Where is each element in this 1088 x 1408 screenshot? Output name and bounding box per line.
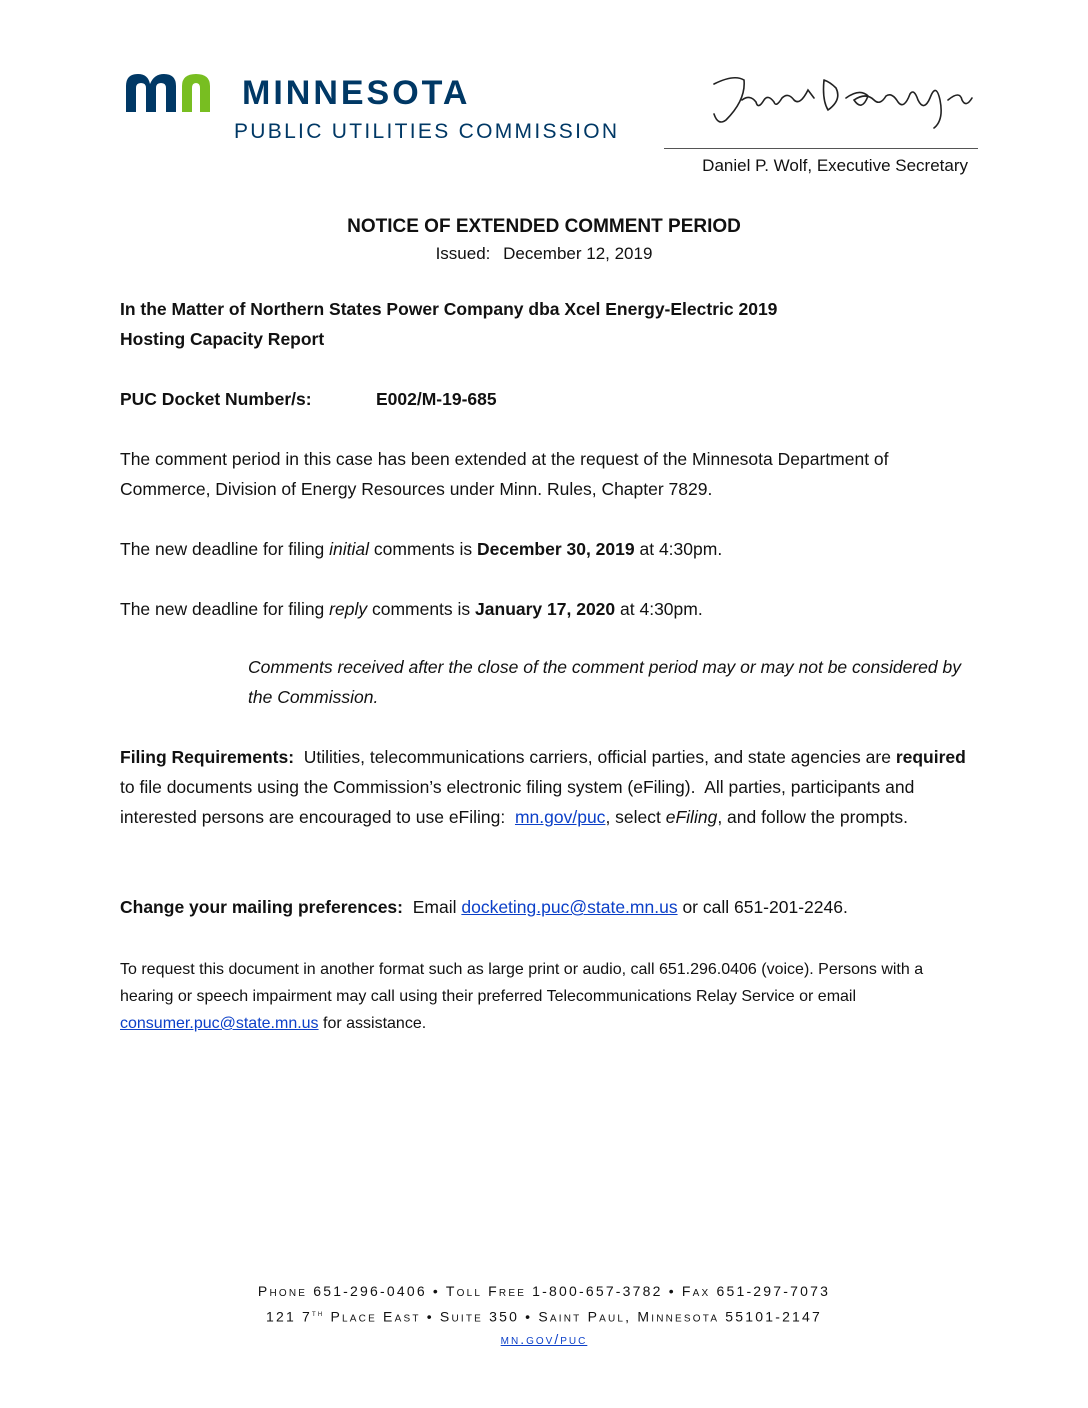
text-span: th xyxy=(312,1308,325,1318)
signer-name: Daniel P. Wolf, Executive Secretary xyxy=(702,156,968,175)
text-span: , select xyxy=(605,807,666,827)
consumer-email-link[interactable]: consumer.puc@state.mn.us xyxy=(120,1015,319,1032)
text-span: comments is xyxy=(369,539,477,559)
mn-logo-icon xyxy=(124,72,220,112)
filing-label: Filing Requirements: xyxy=(120,747,295,767)
extension-paragraph: The comment period in this case has been extended at the request of the Minnesota Department of Commerce, Division of Energy Resources under Minn. Rules, Chapter 7829. xyxy=(120,449,889,499)
puc-website-link[interactable]: mn.gov/puc xyxy=(514,807,606,827)
footer-address-line xyxy=(0,1302,1088,1328)
deadline-kind: reply xyxy=(329,599,368,619)
logo-title: MINNESOTA xyxy=(242,74,471,112)
text-span: The new deadline for filing xyxy=(120,539,330,559)
accessibility-paragraph xyxy=(120,956,980,1037)
page-footer xyxy=(0,1280,1088,1350)
text-span: or call 651-201-2246. xyxy=(677,897,848,917)
deadline-date: January 17, 2020 xyxy=(475,599,616,619)
text-span: , and follow the prompts. xyxy=(717,807,908,827)
text-span: Place East • Suite 350 • Saint Paul, Minnesota 55101-2147 xyxy=(324,1308,823,1325)
mailing-label: Change your mailing preferences: xyxy=(120,897,403,917)
commission-logo xyxy=(124,70,644,150)
matter-heading xyxy=(120,294,980,354)
logo-subtitle: PUBLIC UTILITIES COMMISSION xyxy=(234,120,620,143)
text-span: Utilities, telecommunications carriers, official parties, and state agencies are xyxy=(294,747,896,767)
docket-number xyxy=(120,384,980,414)
initial-deadline xyxy=(120,534,980,564)
issued-date: December 12, 2019 xyxy=(503,244,653,263)
late-comments-notice: Comments received after the close of the comment period may or may not be considered by the Commission. xyxy=(248,657,961,707)
docketing-email-link[interactable]: docketing.puc@state.mn.us xyxy=(461,897,678,917)
docket-value: E002/M-19-685 xyxy=(376,389,497,409)
issued-label: Issued: xyxy=(435,244,491,263)
deadline-date: December 30, 2019 xyxy=(477,539,635,559)
text-span: Email xyxy=(403,897,462,917)
notice-title: NOTICE OF EXTENDED COMMENT PERIOD xyxy=(347,216,741,237)
docket-label: PUC Docket Number/s: xyxy=(120,389,312,409)
signature-line xyxy=(664,148,978,149)
matter-line-2: Hosting Capacity Report xyxy=(120,329,325,349)
efiling-word: eFiling xyxy=(665,807,718,827)
mailing-preferences xyxy=(120,892,980,922)
deadline-kind: initial xyxy=(329,539,370,559)
text-span: to file documents using the Commission’s electronic filing system (eFiling). All parties, participants and interested persons are encouraged to use eFiling: xyxy=(120,747,971,827)
text-span: comments is xyxy=(367,599,476,619)
footer-website-link[interactable]: mn.gov/puc xyxy=(500,1330,588,1347)
handwritten-signature xyxy=(704,70,974,132)
matter-line-1: In the Matter of Northern States Power Company dba Xcel Energy-Electric 2019 xyxy=(120,299,778,319)
filing-requirements xyxy=(120,742,980,832)
signature-block xyxy=(664,70,978,182)
issued-date-line xyxy=(0,244,1088,264)
required-word: required xyxy=(895,747,966,767)
footer-phone-line: Phone 651-296-0406 • Toll Free 1-800-657-3782 • Fax 651-297-7073 xyxy=(257,1283,831,1299)
text-span: at 4:30pm. xyxy=(634,539,723,559)
text-span: The new deadline for filing xyxy=(120,599,330,619)
reply-deadline xyxy=(120,594,980,624)
text-span: for assistance. xyxy=(318,1015,427,1032)
text-span: at 4:30pm. xyxy=(615,599,703,619)
text-span: 121 7 xyxy=(265,1308,313,1325)
text-span: To request this document in another format such as large print or audio, call 651.296.0406 (voice). Persons with a hearing or speech impairment may call using their preferred Telecommunications Relay Service or email xyxy=(120,961,924,1005)
